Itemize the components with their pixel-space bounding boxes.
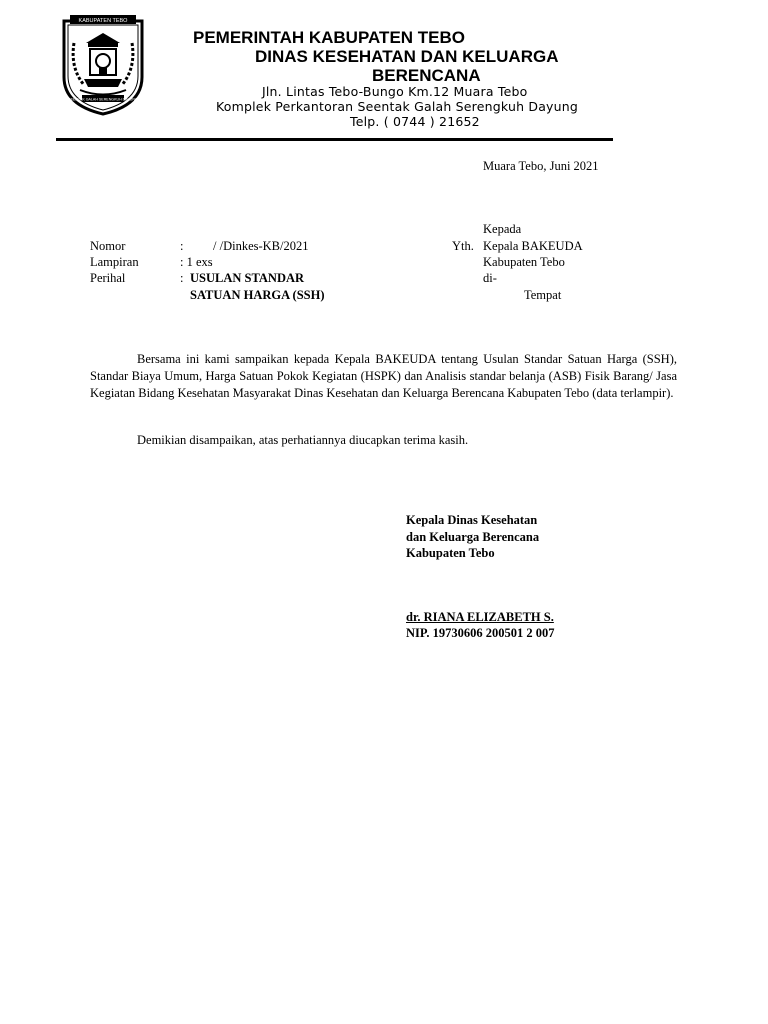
- recipient-yth: Yth.: [452, 239, 474, 253]
- lampiran-value: : 1 exs: [180, 255, 213, 269]
- letterhead-rule: [56, 138, 613, 141]
- signature-title-line3: Kabupaten Tebo: [406, 546, 495, 560]
- logo-bottom-label: SEENTAK GALAH SERENGKUH DAYUNG: [68, 97, 138, 102]
- perihal-sep: :: [180, 271, 184, 285]
- perihal-label: Perihal: [90, 271, 126, 285]
- logo-top-label: KABUPATEN TEBO: [78, 18, 128, 24]
- perihal-line2: SATUAN HARGA (SSH): [190, 288, 325, 302]
- recipient-name: Kepala BAKEUDA: [483, 239, 583, 253]
- phone: Telp. ( 0744 ) 21652: [350, 114, 480, 129]
- lampiran-label: Lampiran: [90, 255, 139, 269]
- recipient-kepada: Kepada: [483, 222, 522, 236]
- signature-nip: NIP. 19730606 200501 2 007: [406, 626, 555, 640]
- body-paragraph-2-text: Demikian disampaikan, atas perhatiannya diucapkan terima kasih.: [137, 433, 469, 447]
- recipient-di: di-: [483, 271, 497, 285]
- signature-name: dr. RIANA ELIZABETH S.: [406, 610, 554, 624]
- address-line1: Jln. Lintas Tebo-Bungo Km.12 Muara Tebo: [262, 84, 528, 99]
- date-line: Muara Tebo, Juni 2021: [483, 159, 599, 173]
- dept-name-line1: DINAS KESEHATAN DAN KELUARGA: [255, 47, 559, 66]
- nomor-label: Nomor: [90, 239, 126, 253]
- recipient-place: Tempat: [524, 288, 562, 302]
- body-paragraph-1-text: Bersama ini kami sampaikan kepada Kepala BAKEUDA tentang Usulan Standar Satuan Harga (SSH), Standar Biaya Umum, Harga Satuan Pokok Kegiatan (HSPK) dan Analisis standar belanja (ASB) Fisik Barang/ Jasa Kegiatan Bidang Kesehatan Masyarakat Dinas Kesehatan dan Keluarga Berencana Kabupaten Tebo (data terlampir).: [90, 352, 677, 401]
- recipient-org: Kabupaten Tebo: [483, 255, 565, 269]
- nomor-value: / /Dinkes-KB/2021: [213, 239, 309, 253]
- body-paragraph-1: [90, 351, 677, 403]
- signature-title-line2: dan Keluarga Berencana: [406, 530, 540, 544]
- dept-name-line2: BERENCANA: [372, 66, 481, 85]
- regency-emblem-icon: [60, 13, 146, 117]
- signature-title-line1: Kepala Dinas Kesehatan: [406, 513, 538, 527]
- address-line2: Komplek Perkantoran Seentak Galah Serengkuh Dayung: [216, 99, 579, 114]
- body-paragraph-2: [90, 432, 677, 449]
- nomor-sep: :: [180, 239, 184, 253]
- perihal-line1: USULAN STANDAR: [190, 271, 305, 285]
- gov-name: PEMERINTAH KABUPATEN TEBO: [193, 28, 465, 47]
